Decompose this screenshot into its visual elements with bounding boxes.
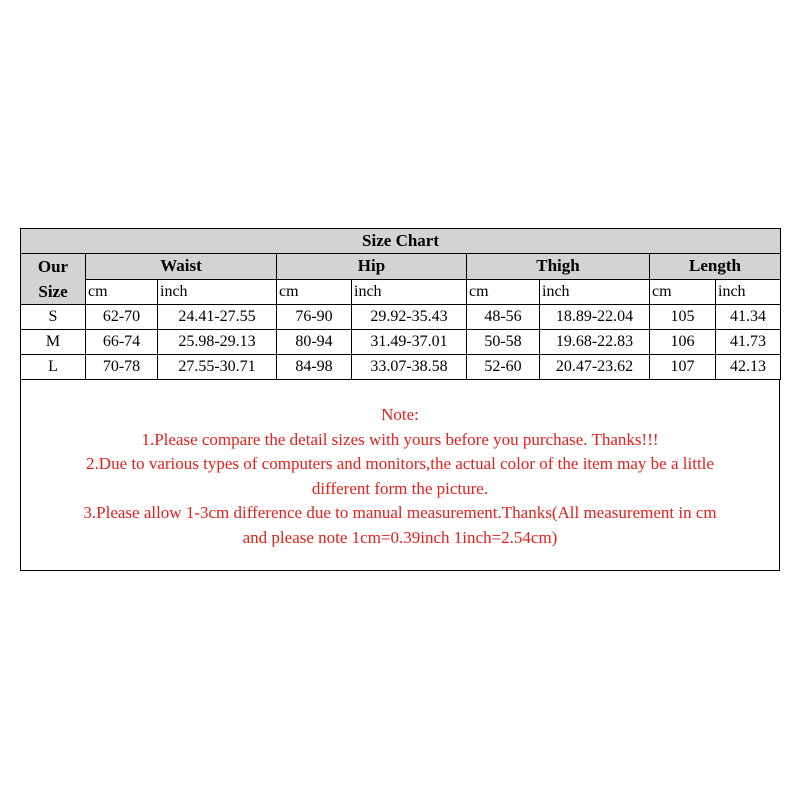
table-cell: 70-78: [86, 355, 158, 380]
size-cell: M: [21, 330, 86, 355]
group-header-hip: Hip: [277, 254, 467, 280]
note-line: 1.Please compare the detail sizes with yours before you purchase. Thanks!!!: [141, 429, 659, 449]
unit-header-row: [21, 279, 781, 305]
notes-heading: Note:: [381, 405, 419, 424]
table-cell: 24.41-27.55: [158, 305, 277, 330]
notes-box: [20, 380, 780, 571]
table-cell: 29.92-35.43: [352, 305, 467, 330]
chart-title: Size Chart: [21, 229, 781, 254]
table-row: [21, 355, 781, 380]
note-line: 3.Please allow 1-3cm difference due to manual measurement.Thanks(All measurement in cm: [83, 503, 717, 522]
unit-header: inch: [716, 279, 781, 305]
table-cell: 80-94: [277, 330, 352, 355]
size-cell: S: [21, 305, 86, 330]
table-cell: 106: [650, 330, 716, 355]
table-cell: 19.68-22.83: [540, 330, 650, 355]
unit-header: cm: [650, 279, 716, 305]
table-row: [21, 305, 781, 330]
table-cell: 42.13: [716, 355, 781, 380]
table-cell: 52-60: [467, 355, 540, 380]
table-cell: 33.07-38.58: [352, 355, 467, 380]
note-line: 2.Due to various types of computers and monitors,the actual color of the item may be a little: [86, 454, 714, 473]
notes-content: [21, 380, 779, 550]
unit-header: cm: [86, 279, 158, 305]
unit-header: cm: [277, 279, 352, 305]
table-cell: 76-90: [277, 305, 352, 330]
table-cell: 25.98-29.13: [158, 330, 277, 355]
group-header-row: [21, 254, 781, 280]
note-line: and please note 1cm=0.39inch 1inch=2.54cm): [242, 527, 558, 547]
table-cell: 50-58: [467, 330, 540, 355]
unit-header: inch: [352, 279, 467, 305]
size-header-line1: Our: [37, 257, 69, 276]
table-cell: 105: [650, 305, 716, 330]
table-cell: 48-56: [467, 305, 540, 330]
unit-header: inch: [540, 279, 650, 305]
group-header-length: Length: [650, 254, 781, 280]
size-chart-sheet: [20, 228, 780, 571]
size-column-header: [21, 254, 86, 305]
table-cell: 62-70: [86, 305, 158, 330]
note-line: different form the picture.: [311, 478, 489, 498]
table-cell: 41.34: [716, 305, 781, 330]
title-row: [21, 229, 781, 254]
size-chart-table: [20, 228, 781, 380]
table-cell: 27.55-30.71: [158, 355, 277, 380]
table-cell: 107: [650, 355, 716, 380]
group-header-waist: Waist: [86, 254, 277, 280]
table-cell: 31.49-37.01: [352, 330, 467, 355]
table-cell: 41.73: [716, 330, 781, 355]
table-cell: 84-98: [277, 355, 352, 380]
size-header-line2: Size: [38, 282, 68, 301]
table-cell: 18.89-22.04: [540, 305, 650, 330]
table-cell: 20.47-23.62: [540, 355, 650, 380]
group-header-thigh: Thigh: [467, 254, 650, 280]
unit-header: inch: [158, 279, 277, 305]
table-row: [21, 330, 781, 355]
table-cell: 66-74: [86, 330, 158, 355]
unit-header: cm: [467, 279, 540, 305]
size-cell: L: [21, 355, 86, 380]
